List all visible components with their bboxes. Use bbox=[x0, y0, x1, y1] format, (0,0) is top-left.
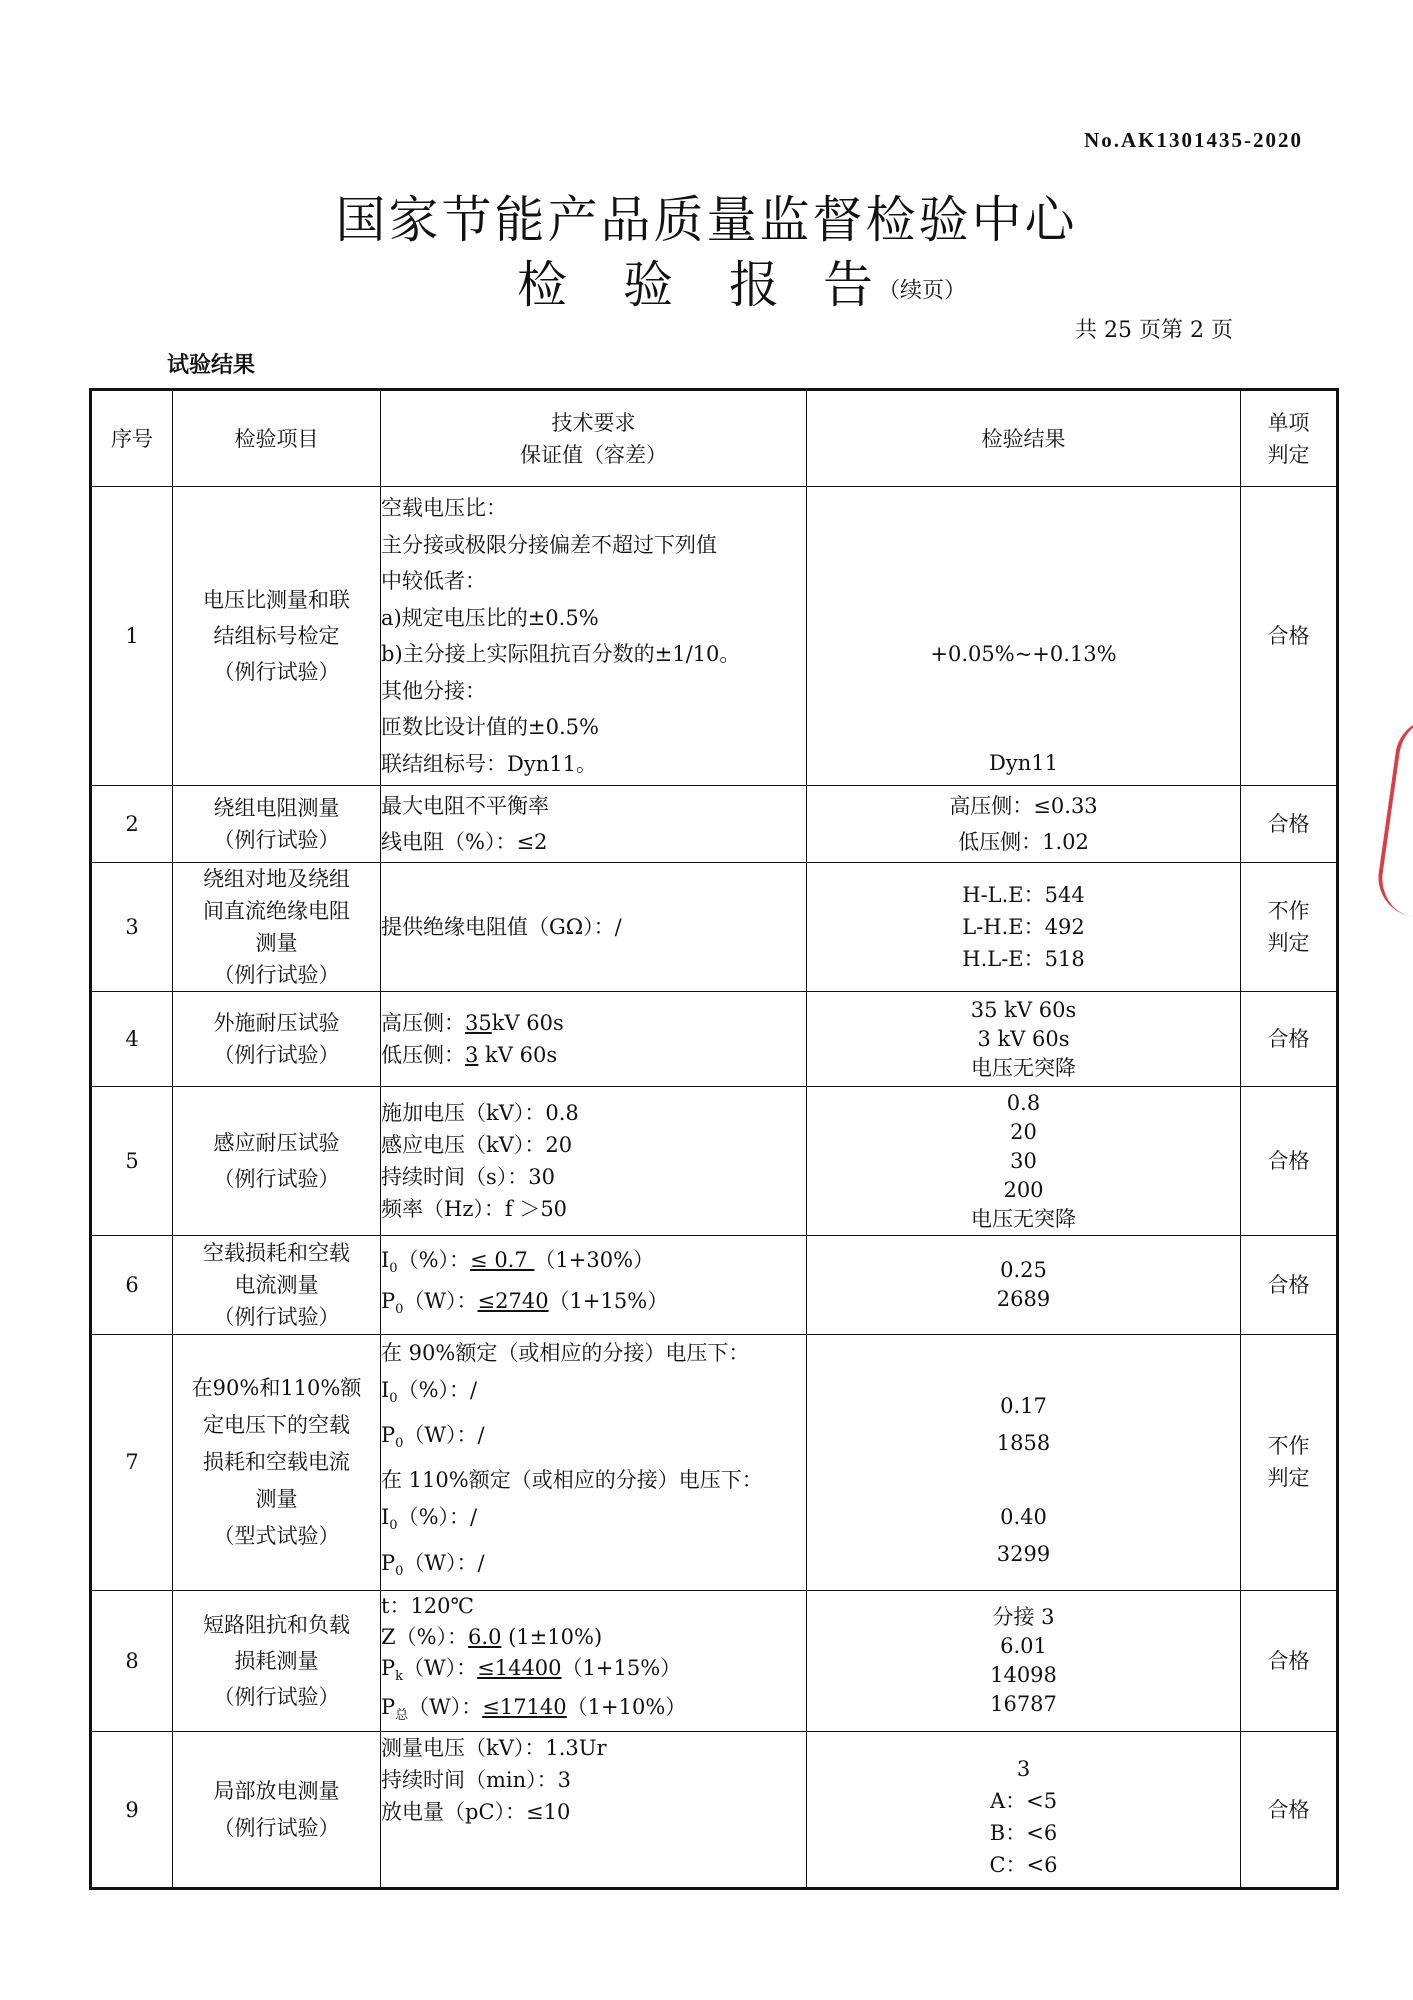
table-row bbox=[91, 1590, 1338, 1731]
item-line: 间直流绝缘电阻 bbox=[203, 899, 350, 923]
judge-line: 合格 bbox=[1267, 624, 1310, 648]
req-line-p0: $P_0(W)$：≤2740（1+15%） bbox=[381, 1289, 669, 1318]
row-item bbox=[173, 1732, 381, 1889]
result-line: 电压无突降 bbox=[971, 1055, 1076, 1080]
row-item bbox=[173, 786, 381, 863]
row-judgement bbox=[1241, 1236, 1338, 1335]
row-result bbox=[807, 1087, 1241, 1236]
judge-line: 不作 bbox=[1267, 1434, 1310, 1459]
continuation-label: （续页） bbox=[878, 278, 967, 304]
result-line: H-L.E：544 bbox=[962, 883, 1085, 907]
report-title-char: 报 bbox=[729, 256, 779, 314]
item-line: 电流测量 bbox=[234, 1273, 319, 1297]
row-no: 1 bbox=[91, 487, 173, 786]
req-line: 线电阻（%）：≤2 bbox=[381, 830, 548, 854]
req-p0: （W）：/ bbox=[403, 1423, 485, 1448]
req-pk-sub: k bbox=[395, 1668, 404, 1684]
row-item bbox=[173, 1087, 381, 1236]
req-line: 中较低者： bbox=[381, 569, 486, 593]
req-hv-prefix: 高压侧： bbox=[381, 1011, 465, 1035]
req-line: 持续时间（min）：3 bbox=[381, 1768, 572, 1793]
header-judgement bbox=[1241, 390, 1338, 487]
item-line: 测量 bbox=[255, 931, 298, 955]
req-ptotal-suffix: （1+10%） bbox=[566, 1694, 687, 1719]
req-line: 持续时间（s）：30 bbox=[381, 1165, 555, 1189]
req-line: 匝数比设计值的±0.5% bbox=[381, 715, 599, 739]
item-line: 空载损耗和空载 bbox=[203, 1241, 350, 1265]
report-number: No.AK1301435-2020 bbox=[1084, 128, 1303, 152]
req-line-pk: $P_k(W)$：≤14400（1+15%） bbox=[381, 1655, 682, 1684]
row-requirement bbox=[381, 1335, 807, 1591]
table-row bbox=[91, 863, 1338, 992]
req-line-z bbox=[381, 1622, 806, 1653]
req-i0: （%）：/ bbox=[397, 1505, 478, 1530]
row-judgement bbox=[1241, 1335, 1338, 1591]
req-line: 感应电压（kV）：20 bbox=[381, 1133, 573, 1157]
req-hv-value: 35 bbox=[465, 1011, 492, 1035]
header-result: 检验结果 bbox=[807, 390, 1241, 487]
report-title-char: 验 bbox=[623, 256, 673, 314]
req-line: b)主分接上实际阻抗百分数的±1/10。 bbox=[381, 642, 741, 666]
header-item: 检验项目 bbox=[173, 390, 381, 487]
results-table bbox=[89, 388, 1339, 1890]
table-row bbox=[91, 1732, 1338, 1889]
item-line: 损耗和空载电流 bbox=[203, 1449, 350, 1474]
judge-line: 合格 bbox=[1267, 812, 1310, 836]
table-header-row bbox=[91, 390, 1338, 487]
req-line: 施加电压（kV）：0.8 bbox=[381, 1101, 579, 1125]
result-line: 3 kV 60s bbox=[977, 1026, 1070, 1051]
row-requirement bbox=[381, 786, 807, 863]
req-line-lv bbox=[381, 1039, 806, 1071]
row-no: 5 bbox=[91, 1087, 173, 1236]
req-p0: （W）：/ bbox=[403, 1550, 485, 1575]
row-result bbox=[807, 786, 1241, 863]
req-line-i0: $I_0(\%)$：/ bbox=[381, 1505, 478, 1534]
item-line: 损耗测量 bbox=[234, 1648, 319, 1673]
row-item bbox=[173, 1335, 381, 1591]
item-line: （例行试验） bbox=[213, 828, 340, 852]
row-result bbox=[807, 1335, 1241, 1591]
req-line: 其他分接： bbox=[381, 678, 486, 703]
header-judge-line: 单项 bbox=[1267, 410, 1310, 435]
item-line: （例行试验） bbox=[213, 660, 340, 684]
row-no: 2 bbox=[91, 786, 173, 863]
req-z-prefix: Z（%）： bbox=[381, 1624, 469, 1649]
row-result bbox=[807, 487, 1241, 786]
section-title: 试验结果 bbox=[167, 353, 256, 378]
table-row bbox=[91, 1236, 1338, 1335]
item-line: 电压比测量和联 bbox=[203, 588, 350, 612]
result-line: C：<6 bbox=[989, 1852, 1058, 1877]
row-no: 9 bbox=[91, 1732, 173, 1889]
row-no: 7 bbox=[91, 1335, 173, 1591]
req-line: 空载电压比： bbox=[381, 496, 507, 520]
table-row bbox=[91, 786, 1338, 863]
req-pk-suffix: （1+15%） bbox=[561, 1655, 682, 1680]
judge-line: 合格 bbox=[1267, 1797, 1310, 1822]
row-requirement bbox=[381, 487, 807, 786]
header-judge-line: 判定 bbox=[1267, 442, 1310, 467]
req-line: 主分接或极限分接偏差不超过下列值 bbox=[381, 532, 717, 557]
req-i0: （%）：/ bbox=[397, 1378, 478, 1402]
judge-line: 合格 bbox=[1267, 1273, 1310, 1297]
row-no: 3 bbox=[91, 863, 173, 992]
req-line: 放电量（pC）：≤10 bbox=[381, 1800, 571, 1825]
judge-line: 合格 bbox=[1267, 1648, 1310, 1673]
req-line-i0: $I_0(\%)$：/ bbox=[381, 1378, 478, 1407]
req-z-value: 6.0 bbox=[468, 1624, 502, 1649]
result-spacer bbox=[807, 1462, 1240, 1499]
institution-title: 国家节能产品质量监督检验中心 bbox=[335, 191, 1078, 249]
page-info: 共 25 页第 2 页 bbox=[1075, 318, 1233, 343]
req-line-p0: $P_0(W)$：/ bbox=[381, 1423, 485, 1452]
report-title bbox=[500, 245, 966, 317]
result-line: 3 bbox=[1016, 1756, 1031, 1781]
req-line: 频率（Hz）：f ＞50 bbox=[381, 1197, 568, 1221]
result-line: 30 bbox=[1010, 1148, 1037, 1173]
item-line: 外施耐压试验 bbox=[213, 1011, 340, 1035]
req-p0-suffix: （1+15%） bbox=[548, 1289, 669, 1313]
official-seal-edge bbox=[1373, 713, 1413, 917]
row-judgement bbox=[1241, 992, 1338, 1087]
req-line: 最大电阻不平衡率 bbox=[381, 794, 549, 818]
result-line: 1858 bbox=[996, 1431, 1051, 1456]
req-i0-value: ≤ 0.7 bbox=[470, 1247, 535, 1272]
row-item bbox=[173, 487, 381, 786]
item-line: （例行试验） bbox=[213, 1043, 340, 1067]
row-no: 6 bbox=[91, 1236, 173, 1335]
result-line: 3299 bbox=[996, 1542, 1051, 1567]
row-requirement bbox=[381, 863, 807, 992]
row-requirement bbox=[381, 1590, 807, 1731]
row-requirement bbox=[381, 1732, 807, 1889]
row-item bbox=[173, 863, 381, 992]
result-line: 2689 bbox=[996, 1287, 1051, 1311]
row-item bbox=[173, 1236, 381, 1335]
req-p0-value: ≤2740 bbox=[477, 1289, 549, 1313]
req-hv-suffix: kV 60s bbox=[491, 1011, 564, 1035]
item-line: 绕组电阻测量 bbox=[213, 796, 340, 820]
req-lv-value: 3 bbox=[465, 1043, 479, 1067]
row-judgement bbox=[1241, 863, 1338, 992]
req-line-ptotal: $P_总(W)$：≤17140（1+10%） bbox=[381, 1694, 687, 1724]
row-item bbox=[173, 992, 381, 1087]
result-line: 0.17 bbox=[1000, 1394, 1047, 1419]
table-row bbox=[91, 1087, 1338, 1236]
result-line: Dyn11 bbox=[989, 751, 1058, 775]
req-p0-prefix: （W）： bbox=[403, 1289, 478, 1313]
item-line: 绕组对地及绕组 bbox=[203, 867, 350, 891]
result-line: 低压侧：1.02 bbox=[958, 830, 1089, 854]
req-line-t: t：120℃ bbox=[381, 1593, 475, 1618]
result-line: 6.01 bbox=[1000, 1633, 1047, 1658]
row-item bbox=[173, 1590, 381, 1731]
item-line: 感应耐压试验 bbox=[213, 1131, 340, 1155]
result-line: 0.25 bbox=[1000, 1258, 1047, 1282]
result-line: 35 kV 60s bbox=[970, 997, 1077, 1022]
row-judgement bbox=[1241, 1732, 1338, 1889]
result-line: 0.8 bbox=[1006, 1090, 1041, 1115]
row-no: 8 bbox=[91, 1590, 173, 1731]
judge-line: 不作 bbox=[1267, 899, 1310, 923]
req-line: 在 110%额定（或相应的分接）电压下： bbox=[381, 1468, 763, 1493]
item-line: 定电压下的空载 bbox=[203, 1412, 350, 1437]
item-line: （例行试验） bbox=[213, 1305, 340, 1329]
item-line: （例行试验） bbox=[213, 963, 340, 987]
req-lv-prefix: 低压侧： bbox=[381, 1043, 465, 1067]
req-line: a)规定电压比的±0.5% bbox=[381, 605, 599, 630]
report-title-char: 检 bbox=[517, 256, 567, 314]
req-i0-prefix: （%）： bbox=[397, 1247, 471, 1272]
req-ptotal-sub: 总 bbox=[395, 1708, 409, 1724]
item-line: （例行试验） bbox=[213, 1167, 340, 1191]
item-line: （例行试验） bbox=[213, 1684, 340, 1709]
row-judgement bbox=[1241, 1590, 1338, 1731]
row-judgement bbox=[1241, 487, 1338, 786]
req-lv-suffix: kV 60s bbox=[478, 1043, 558, 1067]
req-line: 联结组标号：Dyn11。 bbox=[381, 751, 597, 776]
item-line: （例行试验） bbox=[213, 1815, 340, 1840]
row-result bbox=[807, 1236, 1241, 1335]
req-line-p0: $P_0(W)$：/ bbox=[381, 1550, 485, 1579]
row-no: 4 bbox=[91, 992, 173, 1087]
result-line: 高压侧：≤0.33 bbox=[949, 794, 1098, 818]
row-requirement bbox=[381, 1236, 807, 1335]
req-i0-suffix: （1+30%） bbox=[534, 1247, 655, 1272]
item-line: 短路阻抗和负载 bbox=[203, 1612, 350, 1637]
result-spacer bbox=[807, 1351, 1240, 1388]
req-line: 测量电压（kV）：1.3Ur bbox=[381, 1736, 607, 1761]
judge-line: 合格 bbox=[1267, 1149, 1310, 1173]
table-row bbox=[91, 992, 1338, 1087]
req-line: 提供绝缘电阻值（GΩ）：/ bbox=[381, 915, 622, 939]
result-line: 0.40 bbox=[1000, 1505, 1047, 1530]
item-line: （型式试验） bbox=[213, 1523, 340, 1548]
result-line: A：<5 bbox=[989, 1788, 1058, 1813]
req-pk-prefix: （W）： bbox=[403, 1655, 478, 1680]
result-line: 200 bbox=[1003, 1177, 1044, 1202]
table-row bbox=[91, 1335, 1338, 1591]
row-result bbox=[807, 863, 1241, 992]
judge-line: 判定 bbox=[1267, 931, 1310, 955]
req-pk-value: ≤14400 bbox=[477, 1655, 562, 1680]
req-line-hv bbox=[381, 1007, 806, 1039]
report-title-char: 告 bbox=[823, 256, 873, 314]
req-line-i0: $I_0(\%)$：≤ 0.7 （1+30%） bbox=[381, 1247, 655, 1276]
result-line: 电压无突降 bbox=[971, 1206, 1076, 1231]
judge-line: 合格 bbox=[1267, 1027, 1310, 1051]
row-requirement bbox=[381, 1087, 807, 1236]
item-line: 结组标号检定 bbox=[213, 624, 340, 648]
result-line: 20 bbox=[1010, 1119, 1037, 1144]
row-judgement bbox=[1241, 1087, 1338, 1236]
result-line: 14098 bbox=[990, 1662, 1057, 1687]
result-line: 16787 bbox=[990, 1691, 1057, 1716]
header-requirement bbox=[381, 390, 807, 487]
row-result bbox=[807, 1590, 1241, 1731]
req-line: 在 90%额定（或相应的分接）电压下： bbox=[381, 1341, 750, 1365]
row-result bbox=[807, 1732, 1241, 1889]
item-line: 局部放电测量 bbox=[213, 1778, 340, 1803]
req-ptotal-prefix: （W）： bbox=[408, 1694, 483, 1719]
req-z-suffix: (1±10%) bbox=[501, 1624, 603, 1649]
result-line: H.L-E：518 bbox=[962, 947, 1085, 971]
header-req-line: 保证值（容差） bbox=[520, 442, 667, 467]
result-line: B：<6 bbox=[989, 1820, 1058, 1845]
result-line: +0.05%~+0.13% bbox=[930, 642, 1117, 666]
header-no: 序号 bbox=[91, 390, 173, 487]
item-line: 在90%和110%额 bbox=[191, 1375, 362, 1400]
result-line: 分接 3 bbox=[992, 1604, 1055, 1629]
row-judgement bbox=[1241, 786, 1338, 863]
req-ptotal-value: ≤17140 bbox=[482, 1694, 567, 1719]
judge-line: 判定 bbox=[1267, 1466, 1310, 1491]
row-requirement bbox=[381, 992, 807, 1087]
row-result bbox=[807, 992, 1241, 1087]
result-line: L-H.E：492 bbox=[962, 915, 1085, 939]
item-line: 测量 bbox=[255, 1486, 298, 1511]
table-row bbox=[91, 487, 1338, 786]
header-req-line: 技术要求 bbox=[551, 410, 636, 435]
